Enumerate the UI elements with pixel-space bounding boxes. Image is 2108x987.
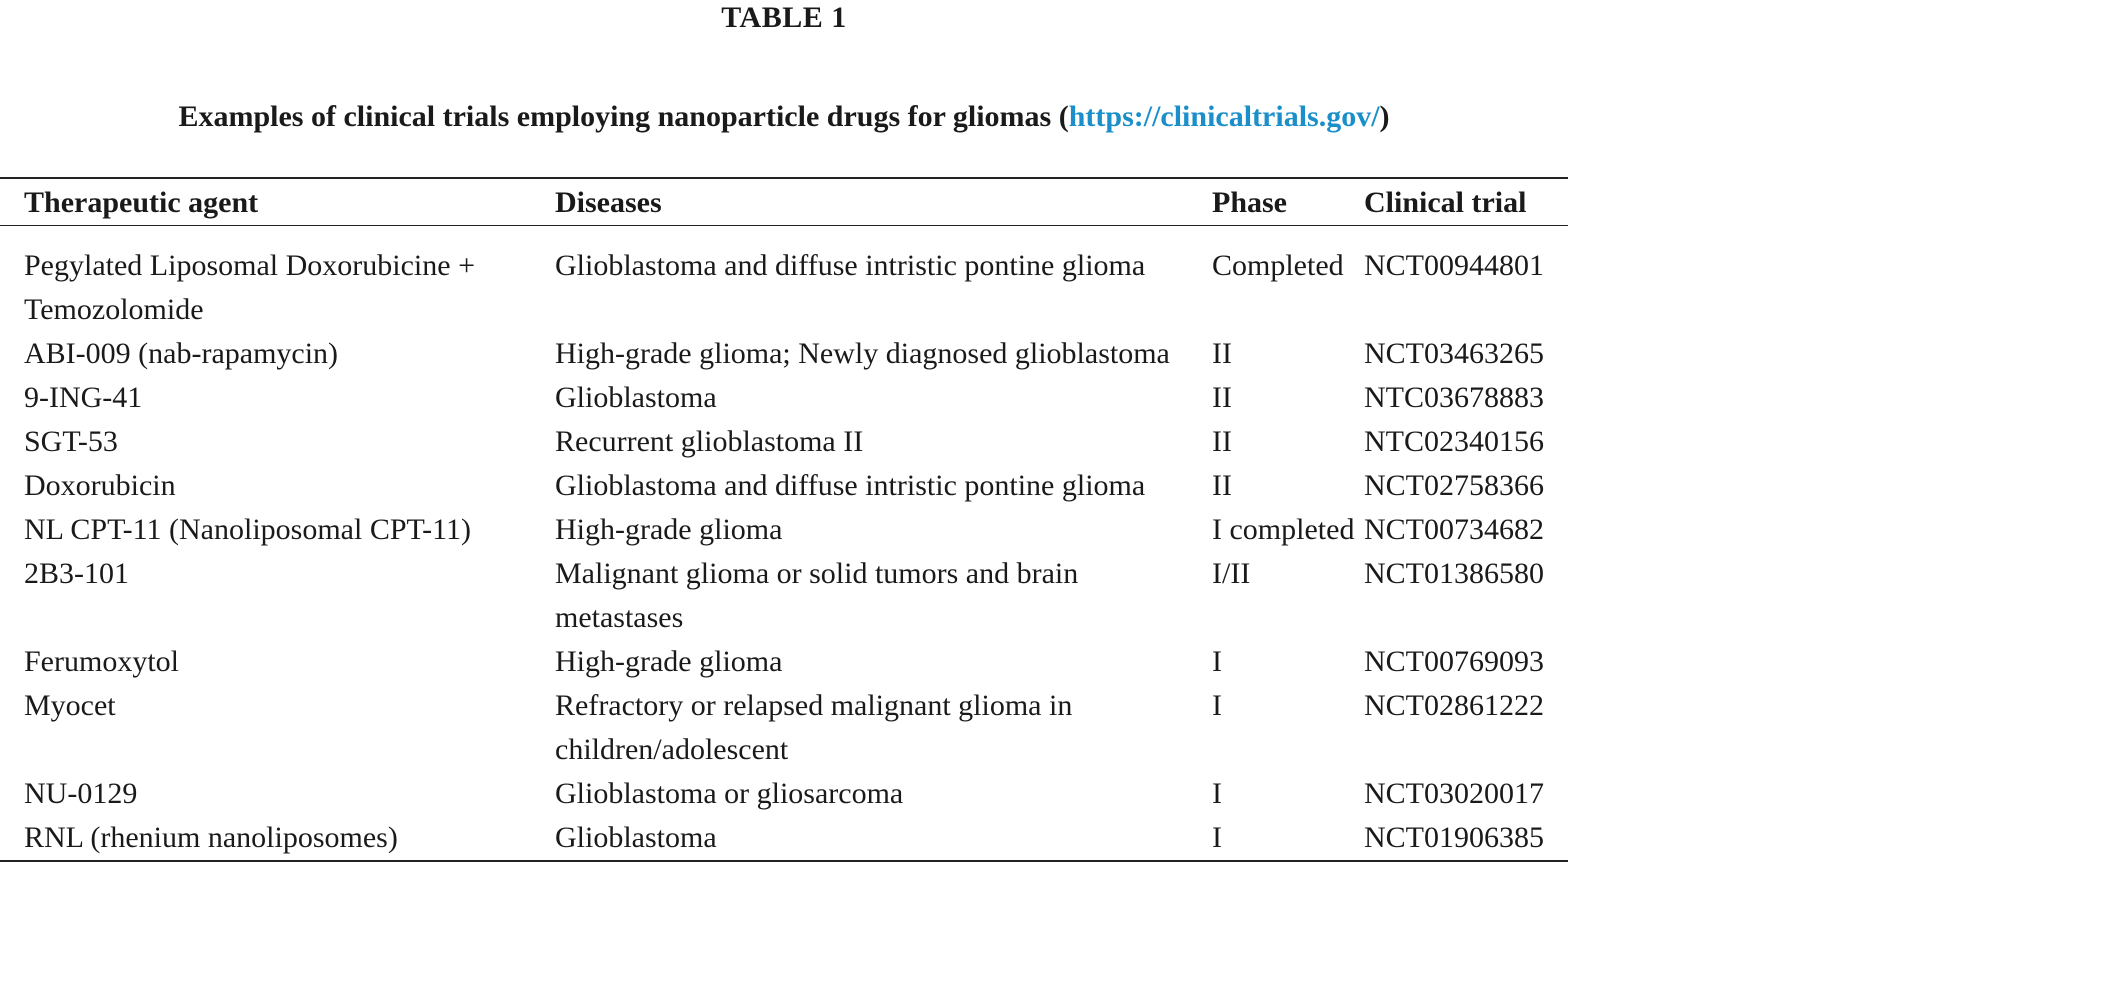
cell-trial: NCT00769093 — [1364, 644, 1544, 678]
table-row — [0, 376, 1568, 420]
cell-phase: Completed — [1212, 248, 1344, 282]
cell-trial: NTC03678883 — [1364, 380, 1544, 414]
header-diseases: Diseases — [555, 179, 1212, 225]
table-row — [0, 684, 1568, 772]
cell-disease: Malignant glioma or solid tumors and brain metastases — [555, 556, 1079, 634]
cell-agent: SGT-53 — [24, 424, 118, 458]
cell-phase: I completed — [1212, 512, 1355, 546]
cell-trial: NCT00734682 — [1364, 512, 1544, 546]
cell-agent: Pegylated Liposomal Doxorubicine + Temozolomide — [24, 248, 475, 326]
cell-phase: I/II — [1212, 556, 1251, 590]
cell-trial: NCT01906385 — [1364, 820, 1544, 854]
cell-phase: II — [1212, 424, 1232, 458]
cell-trial: NTC02340156 — [1364, 424, 1544, 458]
header-clinical-trial: Clinical trial — [1364, 179, 1568, 225]
cell-phase: I — [1212, 776, 1222, 810]
cell-agent: RNL (rhenium nanoliposomes) — [24, 820, 398, 854]
cell-phase: II — [1212, 336, 1232, 370]
cell-disease: High-grade glioma — [555, 512, 783, 546]
table-row — [0, 552, 1568, 640]
cell-disease: Glioblastoma — [555, 380, 717, 414]
cell-disease: High-grade glioma — [555, 644, 783, 678]
cell-agent: ABI-009 (nab-rapamycin) — [24, 336, 339, 370]
table-body — [0, 225, 1568, 860]
table-row — [0, 225, 1568, 332]
cell-agent: Doxorubicin — [24, 468, 176, 502]
cell-phase: I — [1212, 688, 1222, 722]
cell-phase: I — [1212, 820, 1222, 854]
cell-agent: NU-0129 — [24, 776, 138, 810]
cell-phase: I — [1212, 644, 1222, 678]
table-row — [0, 772, 1568, 816]
table-caption — [0, 99, 1568, 135]
table-label: TABLE 1 — [721, 1, 847, 34]
caption-text: Examples of clinical trials employing nanoparticle drugs for gliomas ( — [178, 100, 1069, 133]
cell-agent: 2B3-101 — [24, 556, 129, 590]
cell-disease: Recurrent glioblastoma II — [555, 424, 864, 458]
header-phase: Phase — [1212, 179, 1364, 225]
table-row — [0, 508, 1568, 552]
header-therapeutic-agent: Therapeutic agent — [0, 179, 555, 225]
header-row — [0, 179, 1568, 225]
cell-agent: Myocet — [24, 688, 116, 722]
cell-trial: NCT02861222 — [1364, 688, 1544, 722]
table-row — [0, 640, 1568, 684]
table-row — [0, 464, 1568, 508]
clinicaltrials-link[interactable]: https://clinicaltrials.gov/ — [1068, 100, 1380, 133]
cell-disease: Glioblastoma and diffuse intristic pontine glioma — [555, 468, 1146, 502]
cell-disease: Refractory or relapsed malignant glioma in children/adolescent — [555, 688, 1073, 766]
cell-disease: Glioblastoma or gliosarcoma — [555, 776, 904, 810]
cell-trial: NCT02758366 — [1364, 468, 1544, 502]
clinical-trials-table — [0, 177, 1568, 862]
cell-phase: II — [1212, 380, 1232, 414]
cell-agent: 9-ING-41 — [24, 380, 143, 414]
table-row — [0, 420, 1568, 464]
cell-agent: Ferumoxytol — [24, 644, 179, 678]
caption-close-paren: ) — [1379, 100, 1390, 133]
cell-trial: NCT03020017 — [1364, 776, 1544, 810]
table-row — [0, 332, 1568, 376]
cell-disease: Glioblastoma — [555, 820, 717, 854]
cell-trial: NCT01386580 — [1364, 556, 1544, 590]
cell-disease: Glioblastoma and diffuse intristic pontine glioma — [555, 248, 1146, 282]
cell-trial: NCT03463265 — [1364, 336, 1544, 370]
table-row — [0, 816, 1568, 860]
cell-phase: II — [1212, 468, 1232, 502]
cell-disease: High-grade glioma; Newly diagnosed glioblastoma — [555, 336, 1170, 370]
cell-agent: NL CPT-11 (Nanoliposomal CPT-11) — [24, 512, 471, 546]
cell-trial: NCT00944801 — [1364, 248, 1544, 282]
